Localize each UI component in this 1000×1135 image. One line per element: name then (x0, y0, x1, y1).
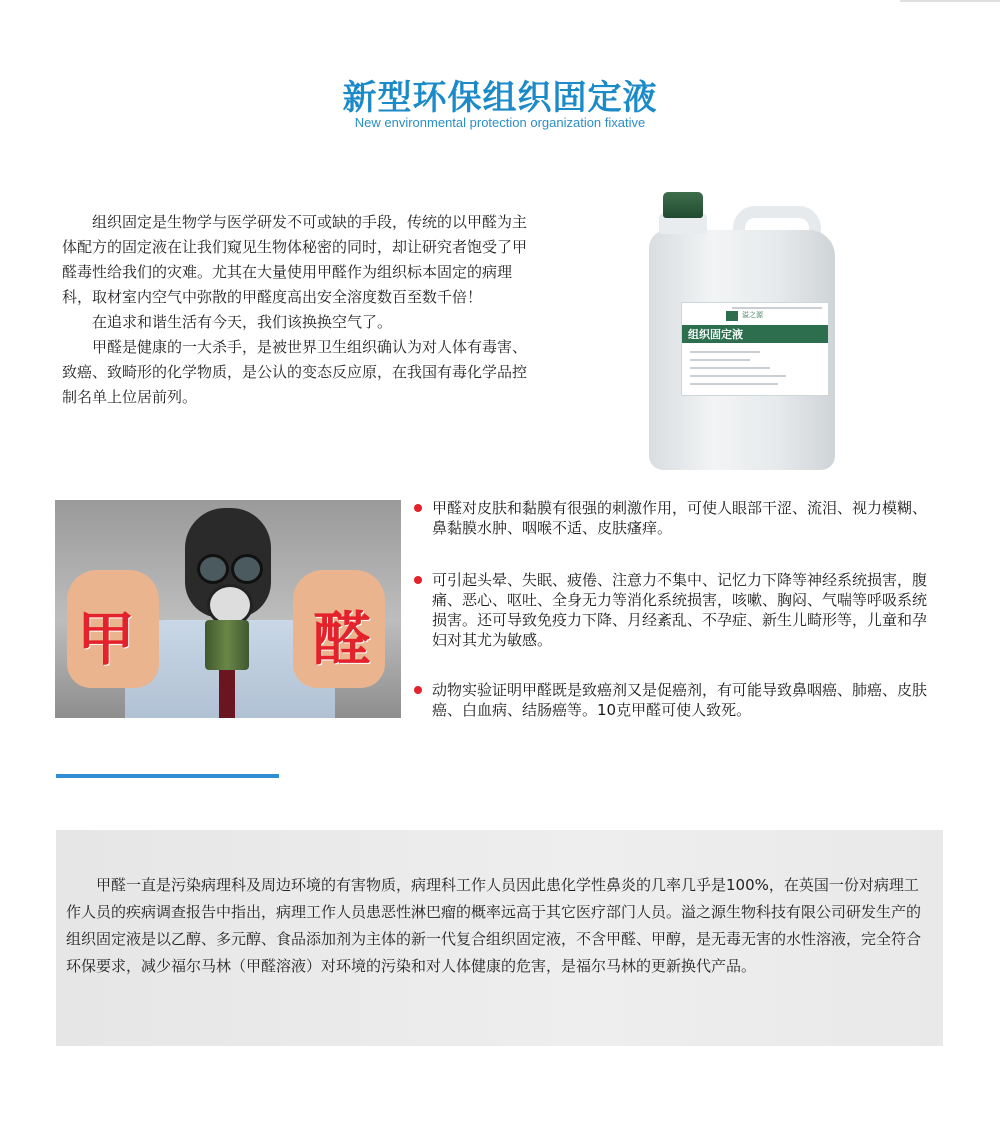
summary-text: 甲醛一直是污染病理科及周边环境的有害物质，病理科工作人员因此患化学性鼻炎的几率几乎是100%，在英国一份对病理工作人员的疾病调查报告中指出，病理工作人员患恶性淋巴瘤的概率远高于其它医疗部门人员。溢之源生物科技有限公司研发生产的组织固定液是以乙醇、多元醇、食品添加剂为主体的新一代复合组织固定液，不含甲醛、甲醇，是无毒无害的水性溶液，完全符合环保要求，减少福尔马林（甲醛溶液）对环境的污染和对人体健康的危害，是福尔马林的更新换代产品。 (66, 876, 922, 975)
bottle-label-title: 组织固定液 (688, 328, 743, 341)
bullet-dot-icon (414, 504, 422, 512)
bottle-label (681, 302, 829, 396)
summary-panel (56, 830, 943, 1046)
intro-paragraph: 组织固定是生物学与医学研发不可或缺的手段，传统的以甲醛为主体配方的固定液在让我们窥见生物体秘密的同时，却让研究者饱受了甲醛毒性给我们的灾难。尤其在大量使用甲醛作为组织标本固定的病理科，取材室内空气中弥散的甲醛度高出安全溶度数百至数千倍！ (62, 213, 528, 306)
hazard-item (412, 680, 932, 720)
bullet-dot-icon (414, 576, 422, 584)
bullet-dot-icon (414, 686, 422, 694)
hazard-text: 动物实验证明甲醛既是致癌剂又是促癌剂，有可能导致鼻咽癌、肺癌、皮肤癌、白血病、结肠癌等。10克甲醛可使人致死。 (432, 681, 928, 719)
hazard-text: 可引起头晕、失眠、疲倦、注意力不集中、记忆力下降等神经系统损害，腹痛、恶心、呕吐、全身无力等消化系统损害，咳嗽、胸闷、气喘等呼吸系统损害。还可导致免疫力下降、月经紊乱、不孕症、新生儿畸形等，儿童和孕妇对其尤为敏感。 (432, 571, 928, 649)
intro-paragraph: 在追求和谐生活有今天，我们该换换空气了。 (92, 313, 393, 331)
top-divider (900, 0, 1000, 2)
bottle-brand: 溢之源 (742, 311, 763, 319)
hazard-text: 甲醛对皮肤和黏膜有很强的刺激作用，可使人眼部干涩、流泪、视力模糊、鼻黏膜水肿、咽喉不适、皮肤瘙痒。 (432, 499, 928, 537)
section-divider (56, 774, 279, 778)
formaldehyde-warning-image (55, 500, 401, 718)
intro-paragraph: 甲醛是健康的一大杀手，是被世界卫生组织确认为对人体有毒害、致癌、致畸形的化学物质，是公认的变态反应原，在我国有毒化学品控制名单上位居前列。 (62, 338, 528, 406)
hazard-item (412, 570, 932, 650)
mask-eye-icon (231, 554, 263, 584)
hazard-item (412, 498, 932, 538)
warning-char-left: 甲 (77, 605, 136, 673)
product-bottle-image (645, 190, 840, 475)
bottle-cap (663, 192, 703, 218)
mask-eye-icon (197, 554, 229, 584)
page-subtitle: New environmental protection organization fixative (354, 115, 646, 130)
mask-filter-icon (205, 620, 249, 670)
brand-logo-icon (726, 311, 738, 321)
hazard-list (412, 498, 932, 744)
page-title: 新型环保组织固定液 (342, 78, 658, 118)
warning-char-right: 醛 (313, 605, 372, 673)
intro-text (62, 210, 532, 410)
